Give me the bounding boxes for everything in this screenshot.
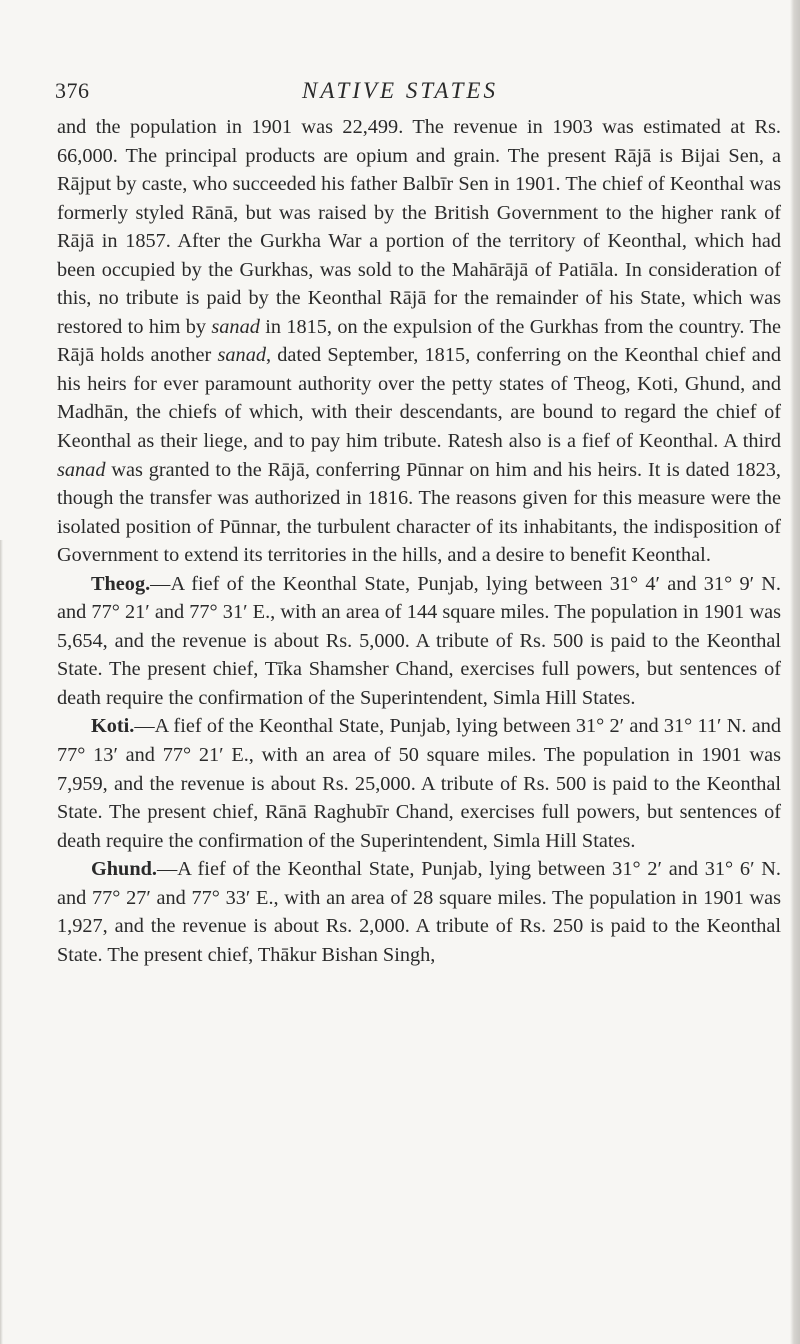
- entry-text-theog: —A fief of the Keonthal State, Punjab, lying between 31° 4′ and 31° 9′ N. and 77° 21′ and 77° 31′ E., with an area of 144 square miles. The population in 1901 was 5,654, and the revenue is about Rs. 5,000. A tribute of Rs. 500 is paid to the Keonthal State. The present chief, Tīka Shamsher Chand, exercises full powers, but sentences of death require the confirmation of the Superintendent, Simla Hill States.: [57, 572, 781, 709]
- italic-term-sanad: sanad: [217, 344, 266, 367]
- text-run: was granted to the Rājā, conferring Pūnnar on him and his heirs. It is dated 1823, though the transfer was authorized in 1816. The reasons given for this measure were the isolated position of Pūnnar, the turbulent character of its inhabitants, the indisposition of Government to extend its territories in the hills, and a desire to benefit Keonthal.: [57, 458, 781, 567]
- entry-heading-koti: Koti.: [91, 715, 135, 738]
- entry-koti: [57, 712, 781, 855]
- entry-heading-ghund: Ghund.: [91, 858, 157, 881]
- italic-term-sanad: sanad: [57, 458, 106, 481]
- entry-text-koti: —A fief of the Keonthal State, Punjab, lying between 31° 2′ and 31° 11′ N. and 77° 13′ and 77° 21′ E., with an area of 50 square miles. The population in 1901 was 7,959, and the revenue is about Rs. 25,000. A tribute of Rs. 500 is paid to the Keonthal State. The present chief, Rānā Raghubīr Chand, exercises full powers, but sentences of death require the confirmation of the Superintendent, Simla Hill States.: [57, 715, 781, 852]
- body-text: [57, 113, 781, 969]
- page-left-shadow: [0, 540, 3, 1344]
- text-run: in 1815, on the expulsion of the Gurkhas from the country. The Rājā holds another: [57, 315, 781, 367]
- page-header: [0, 78, 800, 106]
- entry-ghund: [57, 855, 781, 969]
- italic-term-sanad: sanad: [211, 315, 260, 338]
- running-head: NATIVE STATES: [302, 78, 498, 103]
- page-right-edge: [790, 0, 800, 1344]
- entry-text-ghund: —A fief of the Keonthal State, Punjab, lying between 31° 2′ and 31° 6′ N. and 77° 27′ and 77° 33′ E., with an area of 28 square miles. The population in 1901 was 1,927, and the revenue is about Rs. 2,000. A tribute of Rs. 250 is paid to the Keonthal State. The present chief, Thākur Bishan Singh,: [57, 858, 781, 966]
- entry-theog: [57, 570, 781, 713]
- page-number: 376: [55, 78, 90, 103]
- text-run: , dated September, 1815, conferring on the Keonthal chief and his heirs for ever paramount authority over the petty states of Theog, Koti, Ghund, and Madhān, the chiefs of which, with their descendants, are bound to regard the chief of Keonthal as their liege, and to pay him tribute. Ratesh also is a fief of Keonthal. A third: [57, 344, 782, 453]
- entry-heading-theog: Theog.: [91, 572, 151, 595]
- paragraph-keonthal-continued: [57, 113, 781, 570]
- text-run: and the population in 1901 was 22,499. The revenue in 1903 was estimated at Rs. 66,000. The principal products are opium and grain. The present Rājā is Bijai Sen, a Rājput by caste, who succeeded his father Balbīr Sen in 1901. The chief of Keonthal was formerly styled Rānā, but was raised by the British Government to the higher rank of Rājā in 1857. After the Gurkha War a portion of the territory of Keonthal, which had been occupied by the Gurkhas, was sold to the Mahārājā of Patiāla. In consideration of this, no tribute is paid by the Keonthal Rājā for the remainder of his State, which was restored to him by: [57, 116, 781, 338]
